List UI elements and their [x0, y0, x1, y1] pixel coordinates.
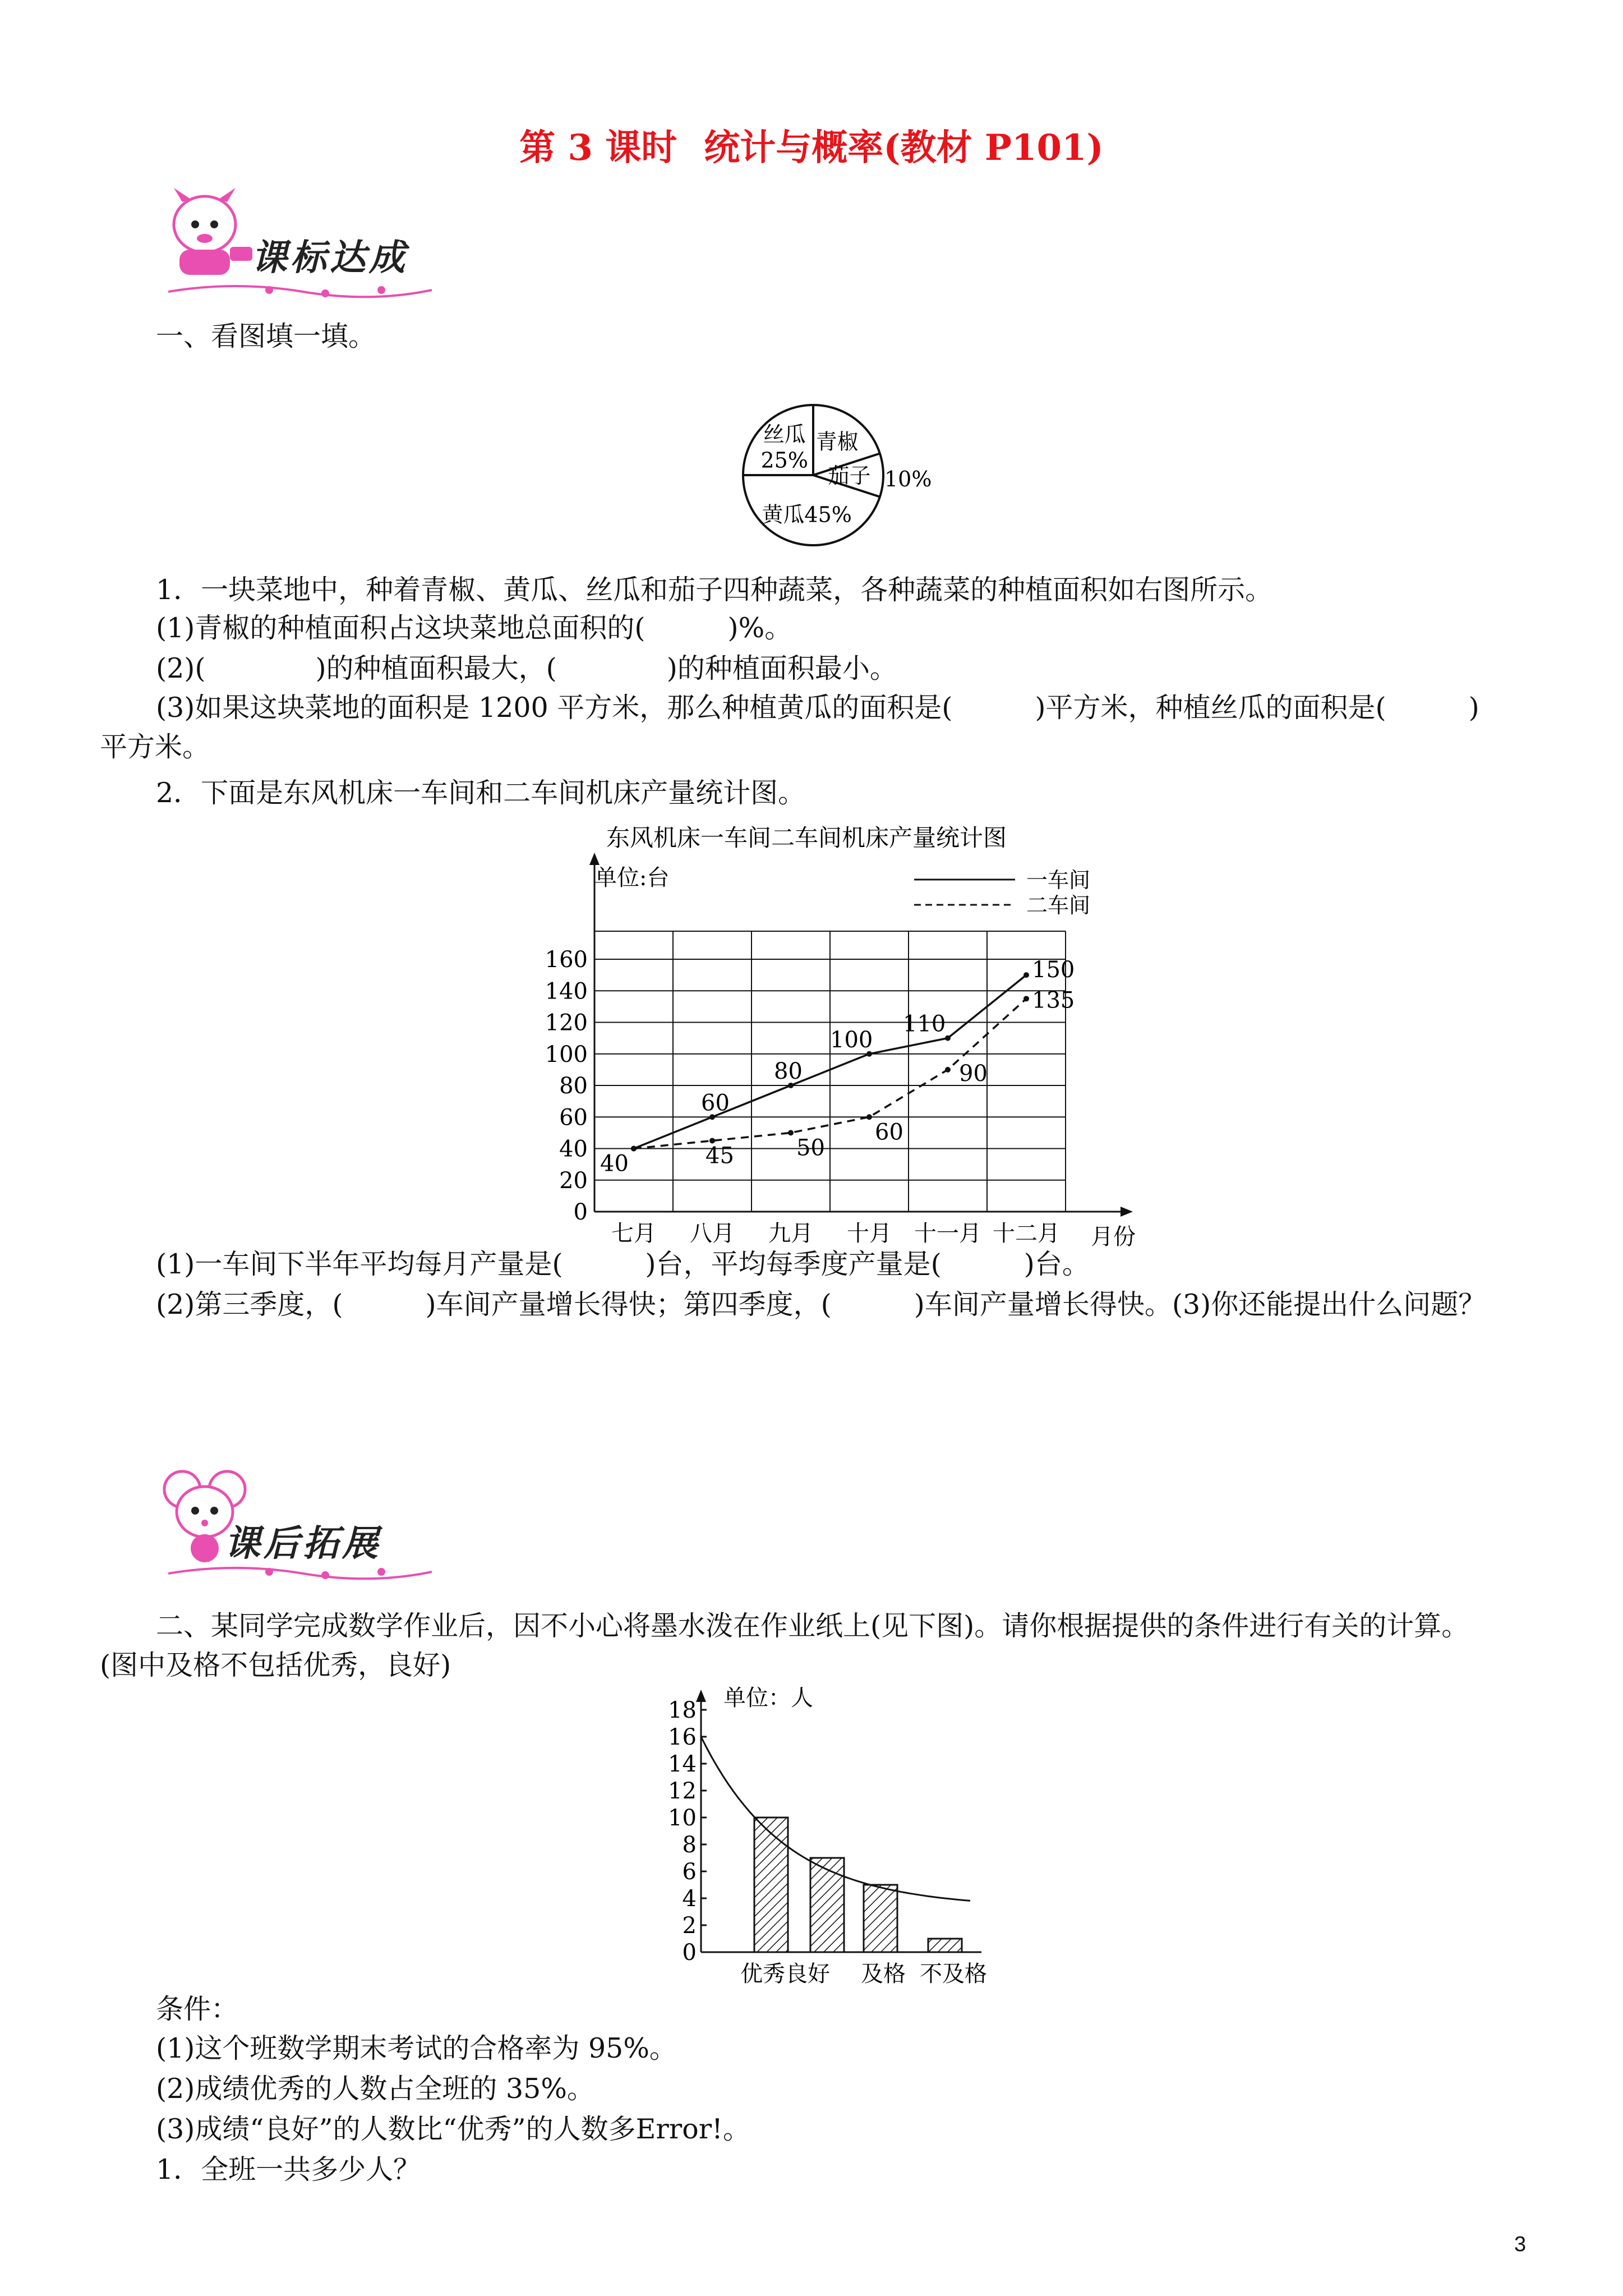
- data-label: 80: [774, 1059, 803, 1084]
- x-tick-label: 十二月: [993, 1221, 1060, 1246]
- problem-1-q3-cont: 平方米。: [100, 731, 210, 763]
- y-tick-label: 80: [559, 1073, 588, 1099]
- vegetable-pie-chart: [729, 399, 942, 551]
- section-label-1: 课标达成: [251, 237, 408, 279]
- bar-y-arrow-icon: [696, 1690, 706, 1702]
- data-label: 60: [875, 1119, 903, 1145]
- data-label: 150: [1032, 957, 1075, 983]
- problem-1-intro: 1．一块菜地中，种着青椒、黄瓜、丝瓜和茄子四种蔬菜，各种蔬菜的种植面积如右图所示。: [156, 574, 1273, 606]
- final-question: 1．全班一共多少人？: [156, 2154, 421, 2185]
- title-topic: 统计与概率(教材 P101): [704, 127, 1104, 169]
- condition-2: (2)成绩优秀的人数占全班的 35%。: [156, 2073, 594, 2105]
- bar-category-label: 不及格: [920, 1961, 987, 1987]
- vine-decoration-2-icon: [168, 1565, 432, 1582]
- machine-output-line-chart: [538, 819, 1144, 1257]
- x-axis-label: 月份: [1091, 1224, 1136, 1250]
- x-tick-label: 七月: [611, 1221, 656, 1246]
- grade-bar-chart: [645, 1683, 1038, 1997]
- section-label-2: 课后拓展: [224, 1523, 381, 1565]
- question-two-line1: 二、某同学完成数学作业后，因不小心将墨水泼在作业纸上(见下图)。请你根据提供的条件进行有关的计算。: [156, 1610, 1469, 1642]
- problem-1-q3: (3)如果这块菜地的面积是 1200 平方米，那么种植黄瓜的面积是( )平方米，种植丝瓜的面积是( ): [156, 692, 1479, 724]
- problem-2-q2: (2)第三季度，( )车间产量增长得快；第四季度，( )车间产量增长得快。(3)你还能提出什么问题？: [156, 1289, 1486, 1320]
- data-point: [945, 1067, 951, 1073]
- data-label: 90: [959, 1060, 988, 1087]
- data-point: [1023, 996, 1029, 1001]
- data-label: 100: [830, 1027, 873, 1053]
- y-tick-label: 100: [545, 1041, 588, 1068]
- bar-2: [864, 1885, 897, 1952]
- data-point: [631, 1146, 637, 1152]
- condition-3: (3)成绩“良好”的人数比“优秀”的人数多Error!。: [156, 2113, 750, 2145]
- data-point: [788, 1130, 794, 1135]
- y-tick-label: 40: [559, 1136, 588, 1162]
- problem-1-q2: (2)( )的种植面积最大，( )的种植面积最小。: [156, 652, 897, 684]
- y-tick-label: 60: [559, 1105, 588, 1131]
- data-label: 135: [1032, 987, 1075, 1014]
- data-label: 50: [796, 1135, 825, 1161]
- section-header-1: [151, 185, 258, 283]
- question-two-line2: (图中及格不包括优秀，良好): [100, 1649, 451, 1681]
- data-label: 45: [706, 1143, 734, 1169]
- bar-0: [754, 1818, 788, 1952]
- bar-y-tick-label: 4: [682, 1886, 697, 1912]
- data-label: 40: [600, 1151, 629, 1177]
- line-chart-title: 东风机床一车间二车间机床产量统计图: [606, 824, 1007, 852]
- y-tick-label: 20: [559, 1167, 588, 1194]
- bar-y-tick-label: 2: [682, 1913, 697, 1939]
- bar-y-tick-label: 14: [668, 1751, 697, 1777]
- bar-chart-y-label: 单位：人: [723, 1685, 813, 1711]
- problem-2-q1: (1)一车间下半年平均每月产量是( )台，平均每季度产量是( )台。: [156, 1248, 1090, 1280]
- data-label: 60: [701, 1090, 730, 1116]
- title-lesson: 第 3 课时: [519, 127, 677, 169]
- x-axis-arrow-icon: [1121, 1207, 1133, 1217]
- bar-y-tick-label: 18: [668, 1697, 697, 1723]
- x-tick-label: 九月: [768, 1221, 813, 1246]
- vine-decoration-icon: [168, 283, 432, 300]
- goat-mascot-icon: [151, 185, 258, 280]
- problem-1-q1: (1)青椒的种植面积占这块菜地总面积的( )%。: [156, 612, 792, 644]
- pie-value-0: 25%: [760, 448, 808, 473]
- legend-label: 二车间: [1026, 893, 1091, 918]
- y-axis-arrow-icon: [589, 853, 600, 865]
- data-point: [1023, 972, 1029, 978]
- bar-category-labels: 优秀良好: [740, 1961, 830, 1987]
- y-tick-label: 0: [573, 1199, 588, 1225]
- bar-y-tick-label: 8: [682, 1832, 697, 1858]
- bar-y-tick-label: 0: [682, 1940, 697, 1966]
- bar-y-tick-label: 16: [668, 1724, 697, 1750]
- x-tick-label: 十月: [847, 1221, 892, 1246]
- y-tick-label: 160: [545, 947, 588, 973]
- problem-2-intro: 2．下面是东风机床一车间和二车间机床产量统计图。: [156, 777, 806, 809]
- y-tick-label: 140: [545, 978, 588, 1005]
- page-number: 3: [1514, 2233, 1527, 2256]
- pie-label-3: 黄瓜45%: [762, 502, 852, 527]
- conditions-heading: 条件：: [156, 1993, 239, 2025]
- x-tick-label: 八月: [690, 1221, 735, 1246]
- data-point: [945, 1036, 951, 1041]
- bar-3: [928, 1939, 962, 1952]
- bar-y-tick-label: 10: [668, 1805, 697, 1831]
- bar-y-tick-label: 12: [668, 1778, 697, 1804]
- line-chart-y-label: 单位:台: [594, 865, 670, 891]
- data-label: 110: [903, 1011, 946, 1037]
- condition-1: (1)这个班数学期末考试的合格率为 95%。: [156, 2032, 677, 2064]
- data-point: [866, 1114, 872, 1120]
- question-one-heading: 一、看图填一填。: [156, 320, 376, 352]
- y-tick-label: 120: [545, 1010, 588, 1036]
- legend-label: 一车间: [1026, 868, 1091, 892]
- bar-1: [810, 1858, 844, 1952]
- bar-y-tick-label: 6: [682, 1859, 697, 1885]
- bar-category-label: 及格: [861, 1961, 906, 1987]
- pie-value-2: 10%: [884, 467, 932, 491]
- pie-label-2: 茄子: [828, 463, 871, 488]
- pie-label-1: 青椒: [815, 429, 859, 454]
- pie-label-0: 丝瓜: [763, 422, 806, 447]
- page-title: [0, 119, 1623, 171]
- x-tick-label: 十一月: [914, 1221, 981, 1246]
